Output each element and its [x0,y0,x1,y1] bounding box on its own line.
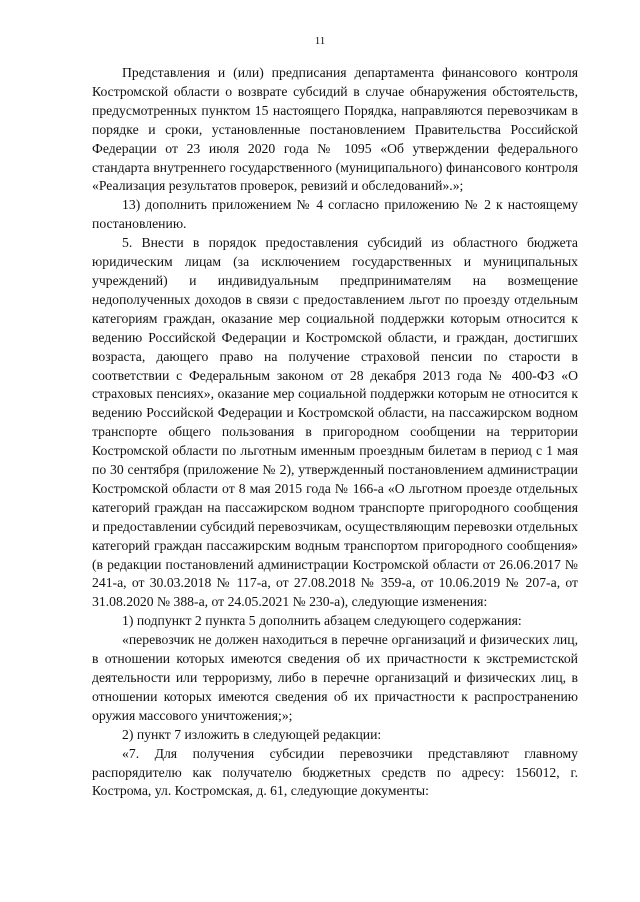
paragraph-subitem-1: 1) подпункт 2 пункта 5 дополнить абзацем следующего содержания: [122,613,522,629]
page-number: 11 [314,35,326,47]
paragraph-carrier-requirement: «перевозчик не должен находиться в перечне организаций и физических лиц, в отношении которых имеются сведения об их причастности к экстремистской деятельности или терроризму, либо в перечне организаций и физических лиц, в отношении которых имеются сведения об их причастности к распространению оружия массового уничтожения;»; [92,632,578,723]
paragraph-item-13: 13) дополнить приложением № 4 согласно приложению № 2 к настоящему постановлению. [92,197,578,232]
paragraph-item-5: 5. Внести в порядок предоставления субсидий из областного бюджета юридическим лицам (за исключением государственных и муниципальных учреждений) и индивидуальным предпринимателям на возмещение недополученных доходов в связи с предоставлением льгот по проезду отдельным категориям граждан, оказание мер социальной поддержки которым относится к ведению Российской Федерации и Костромской области, и граждан, достигших возраста, дающего право на получение страховой пенсии по старости в соответствии с Федеральным законом от 28 декабря 2013 года № 400-ФЗ «О страховых пенсиях», оказание мер социальной поддержки которым не относится к ведению Российской Федерации и Костромской области, на пассажирском водном транспорте общего пользования в пригородном сообщении на территории Костромской области по льготным именным проездным билетам в период с 1 мая по 30 сентября (приложение № 2), утвержденный постановлением администрации Костромской области от 8 мая 2015 года № 166-а «О льготном проезде отдельных категорий граждан на пассажирском водном транспорте пригородного сообщения и предоставлении субсидий перевозчикам, осуществляющим перевозки отдельных категорий граждан пассажирским водным транспортом пригородного сообщения» (в редакции постановлений администрации Костромской области от 26.06.2017 № 241-а, от 30.03.2018 № 117-а, от 27.08.2018 № 359-а, от 10.06.2019 № 207-а, от 31.08.2020 № 388-а, от 24.05.2021 № 230-а), следующие изменения: [92,235,578,610]
paragraph-audit-notices: Представления и (или) предписания департамента финансового контроля Костромской области о возврате субсидий в случае обнаружения обстоятельств, предусмотренных пунктом 15 настоящего Порядка, направляются перевозчикам в порядке и сроки, установленные постановлением Правительства Российской Федерации от 23 июля 2020 года № 1095 «Об утверждении федерального стандарта внутреннего государственного (муниципального) финансового контроля «Реализация результатов проверок, ревизий и обследований».»; [92,65,578,194]
document-body [92,64,578,801]
paragraph-subitem-2: 2) пункт 7 изложить в следующей редакции: [122,726,382,742]
paragraph-item-7-text: «7. Для получения субсидии перевозчики представляют главному распорядителю как получателю бюджетных средств по адресу: 156012, г. Кострома, ул. Костромская, д. 61, следующие документы: [92,745,578,799]
